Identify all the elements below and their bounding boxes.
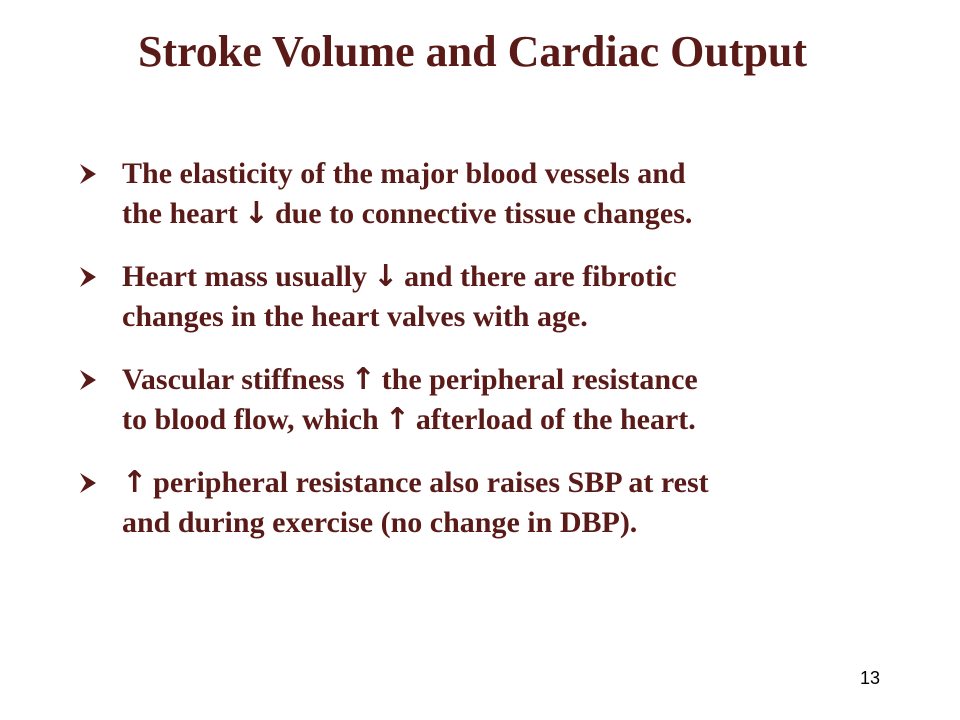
bullet-line bbox=[122, 154, 876, 194]
bullet-line bbox=[122, 400, 876, 440]
page-number: 13 bbox=[859, 668, 880, 688]
bullet-list bbox=[76, 154, 876, 566]
bullet-text: the heart bbox=[122, 197, 238, 230]
bullet-text: Heart mass usually bbox=[122, 260, 368, 293]
bullet-text: Vascular stiffness bbox=[122, 363, 345, 396]
bullet-text: peripheral resistance also raises SBP at rest bbox=[153, 466, 709, 499]
bullet-text: and during exercise (no change in DBP). bbox=[122, 506, 638, 539]
bullet-line bbox=[122, 503, 876, 543]
bullet-text: to blood flow, which bbox=[122, 403, 379, 436]
slide-title: Stroke Volume and Cardiac Output bbox=[137, 27, 808, 76]
bullet-item bbox=[76, 360, 876, 440]
arrow-down-icon: ↓ bbox=[243, 196, 269, 231]
arrowhead-bullet-icon bbox=[76, 360, 104, 400]
bullet-text: changes in the heart valves with age. bbox=[122, 300, 588, 333]
bullet-line bbox=[122, 297, 876, 337]
bullet-text: and there are fibrotic bbox=[404, 260, 677, 293]
arrow-down-icon: ↓ bbox=[373, 259, 399, 294]
bullet-text: the peripheral resistance bbox=[381, 363, 698, 396]
arrow-up-icon: ↑ bbox=[350, 362, 376, 397]
arrowhead-bullet-icon bbox=[76, 463, 104, 503]
bullet-item bbox=[76, 463, 876, 543]
arrow-up-icon: ↑ bbox=[122, 465, 148, 500]
bullet-item bbox=[76, 257, 876, 337]
bullet-line bbox=[122, 463, 876, 503]
arrowhead-bullet-icon bbox=[76, 154, 104, 194]
bullet-line bbox=[122, 360, 876, 400]
bullet-line bbox=[122, 257, 876, 297]
bullet-text: The elasticity of the major blood vessels and bbox=[122, 157, 686, 190]
bullet-item bbox=[76, 154, 876, 234]
arrow-up-icon: ↑ bbox=[384, 402, 410, 437]
bullet-text: afterload of the heart. bbox=[415, 403, 696, 436]
bullet-text: due to connective tissue changes. bbox=[274, 197, 693, 230]
arrowhead-bullet-icon bbox=[76, 257, 104, 297]
bullet-line bbox=[122, 194, 876, 234]
